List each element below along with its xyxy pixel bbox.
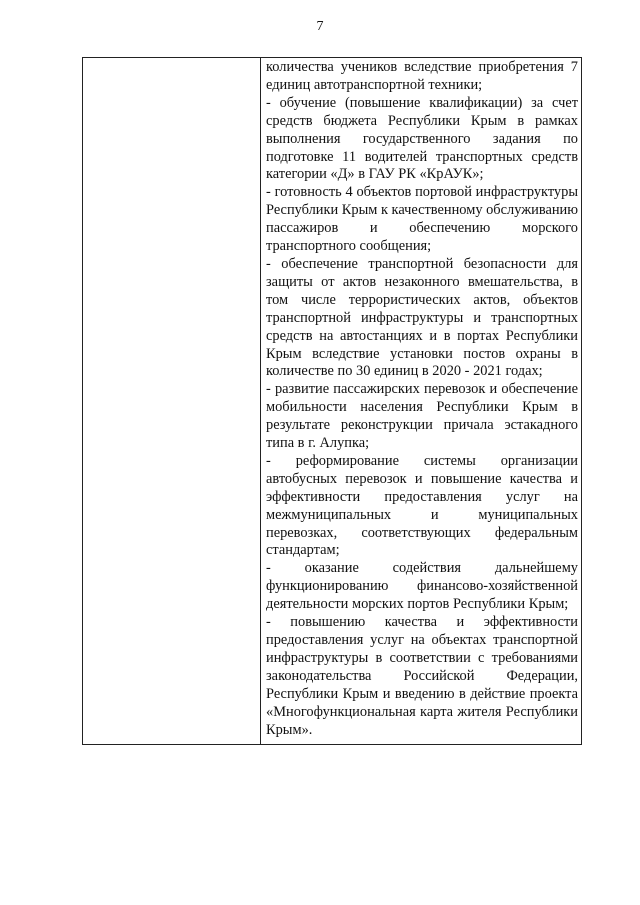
- paragraph-bus-reform: - реформирование системы организации автобусных перевозок и повышение качества и эффективности предоставления услуг на межмуниципальных и муниципальных перевозках, соответствующих федеральным стандартам;: [266, 452, 578, 559]
- outcomes-text: [266, 59, 578, 739]
- paragraph-seaport-support: - оказание содействия дальнейшему функционированию финансово-хозяйственной деятельности морских портов Республики Крым;: [266, 560, 578, 613]
- paragraph-driver-training: - обучение (повышение квалификации) за счет средств бюджета Республики Крым в рамках выполнения государственного задания по подготовке 11 водителей транспортных средств категории «Д» в ГАУ РК «КрАУК»;: [266, 94, 578, 183]
- paragraph-service-quality: - повышению качества и эффективности предоставления услуг на объектах транспортной инфраструктуры в соответствии с требованиями законодательства Российской Федерации, Республики Крым и введению в действие проекта «Многофункциональная карта жителя Республики Крым».: [266, 614, 578, 738]
- page-number: 7: [316, 19, 324, 34]
- program-table: [82, 57, 582, 745]
- paragraph-transport-security: - обеспечение транспортной безопасности для защиты от актов незаконного вмешательства, в том числе террористических актов, объектов транспортной инфраструктуры и транспортных средств на автостанциях и в портах Республики Крым вследствие установки постов охраны в количестве по 30 единиц в 2020 - 2021 годах;: [266, 255, 578, 380]
- table-row: [83, 58, 582, 745]
- left-column-cell: [83, 58, 261, 745]
- paragraph-passenger-mobility: - развитие пассажирских перевозок и обеспечение мобильности населения Республики Крым в результате реконструкции причала эстакадного типа в г. Алупка;: [266, 381, 578, 452]
- paragraph-continuation: количества учеников вследствие приобретения 7 единиц автотранспортной техники;: [266, 59, 578, 93]
- paragraph-port-readiness: - готовность 4 объектов портовой инфраструктуры Республики Крым к качественному обслуживанию пассажиров и обеспечению морского транспортного сообщения;: [266, 184, 578, 255]
- right-column-cell: [261, 58, 582, 745]
